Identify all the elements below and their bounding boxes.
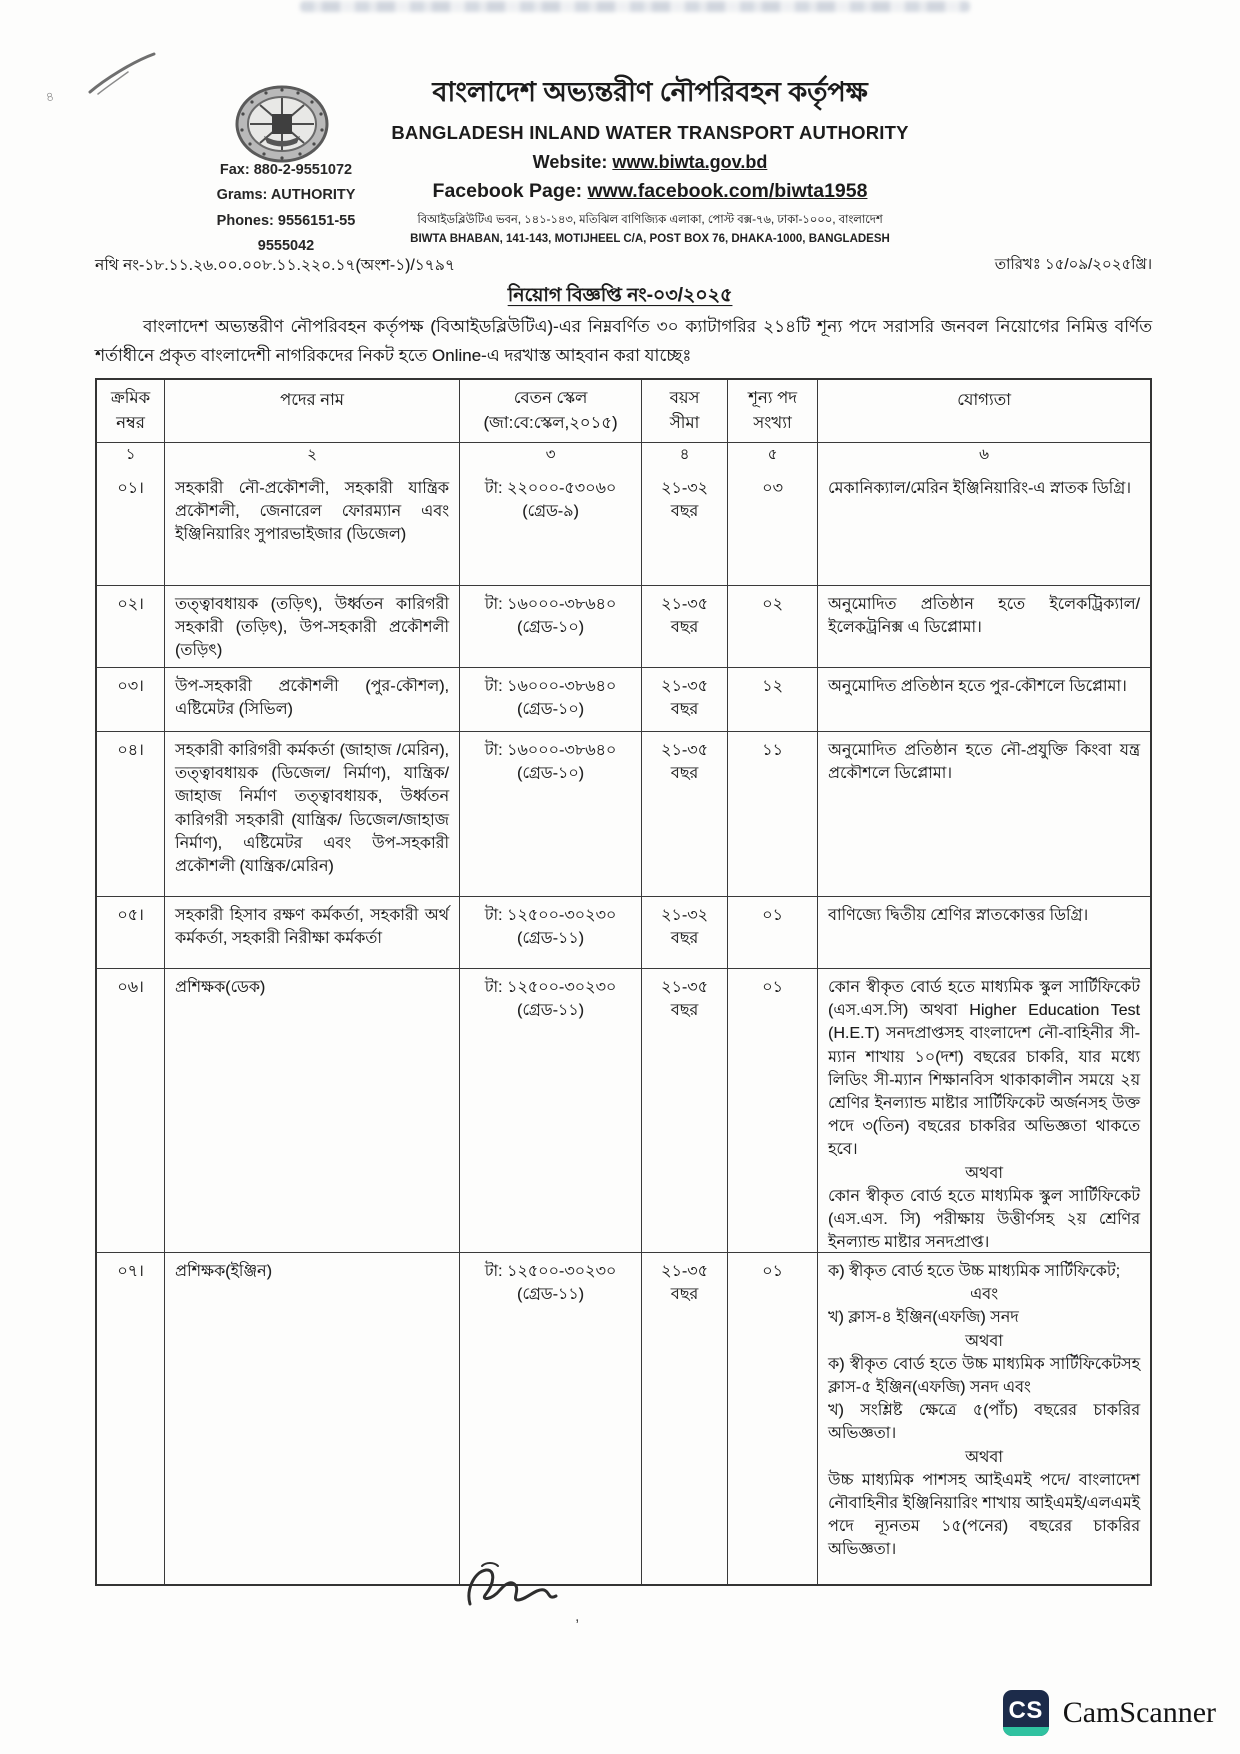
age-cell: ২১-৩২ বছর xyxy=(642,897,728,968)
table-row xyxy=(97,968,1150,1252)
qualification-cell xyxy=(818,897,1150,968)
col-number: ২ xyxy=(165,443,460,470)
qualification-text: ক) স্বীকৃত বোর্ড হতে উচ্চ মাধ্যমিক সার্টিফিকেট; xyxy=(828,1263,1121,1280)
ink-mark: , xyxy=(575,1608,580,1625)
address-english: BIWTA BHABAN, 141-143, MOTIJHEEL C/A, POST BOX 76, DHAKA-1000, BANGLADESH xyxy=(410,233,890,246)
website-label: Website: xyxy=(532,152,613,173)
qualification-text: খ) ক্লাস-৪ ইঞ্জিন(এফজি) সনদ xyxy=(828,1309,1019,1327)
vacancy-cell: ০৩ xyxy=(728,470,818,585)
qualification-text: উচ্চ মাধ্যমিক পাশসহ আইএমই পদে/ বাংলাদেশ নৌবাহিনীর ইঞ্জিনিয়ারিং শাখায় আইএমই/এলএমই পদে ন্যূনতম ১৫(পনের) বছরের চাকরির অভিজ্ঞতা। xyxy=(828,1471,1140,1559)
salary-cell: টা: ১৬০০০-৩৮৬৪০ (গ্রেড-১০) xyxy=(460,668,642,731)
qualification-cell xyxy=(818,668,1150,731)
table-row xyxy=(97,731,1150,896)
age-cell: ২১-৩৫ বছর xyxy=(642,1253,728,1584)
table-row xyxy=(97,1252,1150,1584)
vacancy-cell: ০১ xyxy=(728,1253,818,1584)
address-bengali: বিআইডব্লিউটিএ ভবন, ১৪১-১৪৩, মতিঝিল বাণিজ্যিক এলাকা, পোস্ট বক্স-৭৬, ঢাকা-১০০০, বাংলাদেশ xyxy=(417,214,883,227)
salary-cell: টা: ১২৫০০-৩০২৩০ (গ্রেড-১১) xyxy=(460,969,642,1252)
vacancy-cell: ০১ xyxy=(728,897,818,968)
qualification-cell xyxy=(818,586,1150,667)
camscanner-label: CamScanner xyxy=(1062,1696,1216,1729)
website-line xyxy=(340,152,960,173)
phone2-line: 9555042 xyxy=(257,238,315,255)
ink-smudge: ৪ xyxy=(44,88,56,105)
position-cell: সহকারী নৌ-প্রকৌশলী, সহকারী যান্ত্রিক প্রকৌশলী, জেনারেল ফোরম্যান এবং ইঞ্জিনিয়ারিং সুপারভাইজার (ডিজেল) xyxy=(165,470,460,585)
age-cell: ২১-৩২ বছর xyxy=(642,470,728,585)
table-row xyxy=(97,585,1150,667)
serial-cell: ০৬। xyxy=(97,969,165,1252)
table-row xyxy=(97,896,1150,968)
serial-cell: ০৩। xyxy=(97,668,165,731)
qualification-cell xyxy=(818,969,1150,1252)
position-cell: তত্ত্বাবধায়ক (তড়িৎ), উর্ধ্বতন কারিগরী সহকারী (তড়িৎ), উপ-সহকারী প্রকৌশলী (তড়িৎ) xyxy=(165,586,460,667)
facebook-url: www.facebook.com/biwta1958 xyxy=(587,180,868,203)
col-number: ১ xyxy=(97,443,165,470)
serial-cell: ০২। xyxy=(97,586,165,667)
biwta-emblem xyxy=(234,84,330,164)
positions-table xyxy=(95,378,1152,1586)
salary-cell: টা: ২২০০০-৫৩০৬০ (গ্রেড-৯) xyxy=(460,470,642,585)
col-number: ৫ xyxy=(728,443,818,470)
salary-cell: টা: ১৬০০০-৩৮৬৪০ (গ্রেড-১০) xyxy=(460,586,642,667)
header-salary: বেতন স্কেল (জা:বে:স্কেল,২০১৫) xyxy=(460,380,642,442)
qualification-text: অনুমোদিত প্রতিষ্ঠান হতে পুর-কৌশলে ডিপ্লোমা। xyxy=(828,678,1127,695)
salary-cell: টা: ১২৫০০-৩০২৩০ (গ্রেড-১১) xyxy=(460,897,642,968)
table-header-row xyxy=(97,380,1150,442)
cs-badge-accent xyxy=(1003,1727,1049,1736)
position-cell: উপ-সহকারী প্রকৌশলী (পুর-কৌশল), এষ্টিমেটর (সিভিল) xyxy=(165,668,460,731)
memo-date: তারিখঃ ১৫/০৯/২০২৫খ্রি। xyxy=(994,256,1152,273)
vacancy-cell: ০১ xyxy=(728,969,818,1252)
qualification-text: বাণিজ্যে দ্বিতীয় শ্রেণির স্নাতকোত্তর ডিগ্রি। xyxy=(828,907,1089,924)
vacancy-cell: ০২ xyxy=(728,586,818,667)
qualification-text: মেকানিক্যাল/মেরিন ইঞ্জিনিয়ারিং-এ স্নাতক ডিগ্রি। xyxy=(828,480,1131,497)
qualification-text: অথবা xyxy=(965,1332,1003,1350)
header-serial: ক্রমিক নম্বর xyxy=(97,380,165,442)
notice-title: নিয়োগ বিজ্ঞপ্তি নং-০৩/২০২৫ xyxy=(507,285,733,306)
serial-cell: ০১। xyxy=(97,470,165,585)
header-vacancy: শূন্য পদ সংখ্যা xyxy=(728,380,818,442)
notice-intro: বাংলাদেশ অভ্যন্তরীণ নৌপরিবহন কর্তৃপক্ষ (বিআইডব্লিউটিএ)-এর নিম্নবর্ণিত ৩০ ক্যাটাগরির ২১৪টি শূন্য পদে সরাসরি জনবল নিয়োগের নিমিত্ত বর্ণিত শর্তাধীনে প্রকৃত বাংলাদেশী নাগরিকদের নিকট হতে Online-এ দরখাস্ত আহবান করা যাচ্ছেঃ xyxy=(95,317,1152,365)
qualification-cell xyxy=(818,732,1150,896)
qualification-text: এবং xyxy=(970,1286,998,1304)
col-number: ৪ xyxy=(642,443,728,470)
vacancy-cell: ১১ xyxy=(728,732,818,896)
pen-mark xyxy=(84,50,164,98)
scan-bleed-through xyxy=(300,1,970,12)
qualification-text: খ) সংশ্লিষ্ট ক্ষেত্রে ৫(পাঁচ) বছরের চাকরির অভিজ্ঞতা। xyxy=(828,1402,1140,1443)
website-url: www.biwta.gov.bd xyxy=(612,152,768,173)
column-number-row xyxy=(97,442,1150,470)
table-body xyxy=(97,470,1150,1584)
memo-row xyxy=(95,253,1152,279)
position-cell: প্রশিক্ষক(ডেক) xyxy=(165,969,460,1252)
serial-cell: ০৫। xyxy=(97,897,165,968)
fax-line: Fax: 880-2-9551072 xyxy=(219,162,353,178)
qualification-cell xyxy=(818,1253,1150,1584)
qualification-cell xyxy=(818,470,1150,585)
salary-cell: টা: ১৬০০০-৩৮৬৪০ (গ্রেড-১০) xyxy=(460,732,642,896)
memo-reference: নথি নং-১৮.১১.২৬.০০.০০৮.১১.২২০.১৭(অংশ-১)/১৭৯৭ xyxy=(95,257,455,274)
header-position: পদের নাম xyxy=(165,380,460,442)
qualification-text: অথবা xyxy=(965,1448,1003,1466)
age-cell: ২১-৩৫ বছর xyxy=(642,586,728,667)
header-qualification: যোগ্যতা xyxy=(957,391,1011,409)
phones-line: Phones: 9556151-55 xyxy=(216,212,356,229)
table-row xyxy=(97,667,1150,731)
qualification-text: কোন স্বীকৃত বোর্ড হতে মাধ্যমিক স্কুল সার্টিফিকেট (এস.এস.সি) অথবা Higher Education Test (H.E.T) সনদপ্রাপ্তসহ বাংলাদেশ নৌ-বাহিনীর সী-ম্যান শাখায় ১০(দশ) বছরের চাকরি, যার মধ্যে লিডিং সী-ম্যান শিক্ষানবিস থাকাকালীন সময়ে ২য় শ্রেণির ইনল্যান্ড মাষ্টার সার্টিফিকেট অর্জনসহ উক্ত পদে ৩(তিন) বছরের চাকরির অভিজ্ঞতা থাকতে হবে। xyxy=(828,979,1140,1159)
facebook-label: Facebook Page: xyxy=(432,180,588,203)
vacancy-cell: ১২ xyxy=(728,668,818,731)
position-cell: সহকারী কারিগরী কর্মকর্তা (জাহাজ /মেরিন), তত্ত্বাবধায়ক (ডিজেল/ নির্মাণ), যান্ত্রিক/জাহাজ নির্মাণ তত্ত্বাবধায়ক, উর্ধ্বতন কারিগরী সহকারী (যান্ত্রিক/ ডিজেল/জাহাজ নির্মাণ), এষ্টিমেটর এবং উপ-সহকারী প্রকৌশলী (যান্ত্রিক/মেরিন) xyxy=(165,732,460,896)
col-number: ৩ xyxy=(460,443,642,470)
age-cell: ২১-৩৫ বছর xyxy=(642,969,728,1252)
qualification-text: অনুমোদিত প্রতিষ্ঠান হতে ইলেকট্রিক্যাল/ ইলেকট্রনিক্স এ ডিপ্লোমা। xyxy=(828,596,1140,637)
position-cell: প্রশিক্ষক(ইঞ্জিন) xyxy=(165,1253,460,1584)
header-age: বয়স সীমা xyxy=(642,380,728,442)
age-cell: ২১-৩৫ বছর xyxy=(642,668,728,731)
qualification-text: অথবা xyxy=(965,1164,1003,1182)
cs-badge-text: CS xyxy=(1008,1696,1043,1724)
serial-cell: ০৭। xyxy=(97,1253,165,1584)
position-cell: সহকারী হিসাব রক্ষণ কর্মকর্তা, সহকারী অর্থ কর্মকর্তা, সহকারী নিরীক্ষা কর্মকর্তা xyxy=(165,897,460,968)
handwritten-signature xyxy=(452,1560,582,1624)
org-name-bengali: বাংলাদেশ অভ্যন্তরীণ নৌপরিবহন কর্তৃপক্ষ xyxy=(432,77,868,107)
org-name-english: BANGLADESH INLAND WATER TRANSPORT AUTHORITY xyxy=(391,122,909,144)
qualification-text: ক) স্বীকৃত বোর্ড হতে উচ্চ মাধ্যমিক সার্টিফিকেটসহ ক্লাস-৫ ইঞ্জিন(এফজি) সনদ এবং xyxy=(828,1355,1140,1396)
table-row xyxy=(97,470,1150,585)
letterhead xyxy=(340,76,960,245)
salary-cell: টা: ১২৫০০-৩০২৩০ (গ্রেড-১১) xyxy=(460,1253,642,1584)
camscanner-watermark xyxy=(1003,1690,1216,1736)
grams-line: Grams: AUTHORITY xyxy=(216,187,356,204)
col-number: ৬ xyxy=(979,446,989,463)
facebook-line xyxy=(340,180,960,203)
qualification-text: কোন স্বীকৃত বোর্ড হতে মাধ্যমিক স্কুল সার্টিফিকেট (এস.এস. সি) পরীক্ষায় উত্তীর্ণসহ ২য় শ্রেণির ইনল্যান্ড মাষ্টার সনদপ্রাপ্ত। xyxy=(828,1187,1140,1252)
qualification-text: অনুমোদিত প্রতিষ্ঠান হতে নৌ-প্রযুক্তি কিংবা যন্ত্র প্রকৌশলে ডিপ্লোমা। xyxy=(828,742,1140,783)
serial-cell: ০৪। xyxy=(97,732,165,896)
camscanner-logo-icon xyxy=(1003,1690,1049,1736)
age-cell: ২১-৩৫ বছর xyxy=(642,732,728,896)
